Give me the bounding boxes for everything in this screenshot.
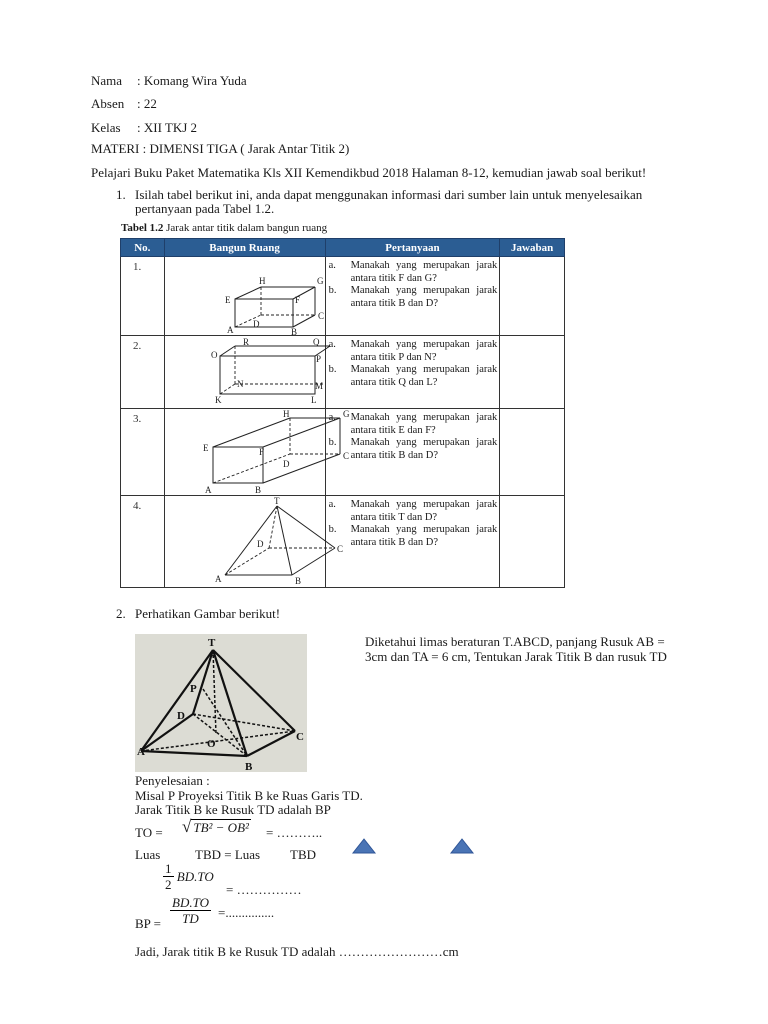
nama-value: : Komang Wira Yuda: [137, 73, 247, 88]
question-letter: b.: [328, 437, 337, 448]
row-number: 3.: [121, 409, 165, 496]
bp-fraction-body: [170, 895, 211, 927]
bp-label: BP =: [135, 916, 161, 931]
q1-number: 1.: [116, 187, 126, 202]
bp-blank: =...............: [218, 905, 275, 920]
vertex-label: B: [290, 327, 297, 337]
half-denominator: 2: [165, 877, 172, 892]
half-fraction: [163, 861, 174, 893]
half-blank: = ……………: [226, 882, 302, 897]
question-text: Manakah yang merupakan jarak antara titik T dan D?: [350, 499, 498, 523]
kelas-label: Kelas: [91, 120, 121, 135]
table-header-row: [121, 239, 565, 257]
nama-row: [91, 73, 247, 89]
q1-text-line2: pertanyaan pada Tabel 1.2.: [135, 201, 275, 216]
to-formula: [182, 817, 251, 837]
vertex-label: M: [314, 381, 323, 391]
header-jawaban: Jawaban: [500, 239, 565, 257]
q2-desc-line1: Diketahui limas beraturan T.ABCD, panjang Rusuk AB =: [365, 634, 665, 649]
table-row: [121, 257, 565, 336]
question-a: [329, 260, 498, 285]
question-b: [329, 364, 498, 389]
question-a: [329, 499, 498, 524]
answer-cell[interactable]: [500, 409, 565, 496]
question-text: Manakah yang merupakan jarak antara titik P dan N?: [350, 339, 498, 363]
kelas-value: : XII TKJ 2: [137, 120, 198, 135]
vertex-label: K: [214, 395, 222, 405]
vertex-label: C: [336, 544, 343, 554]
row-number: 1.: [121, 257, 165, 336]
photo-vertex-label: A: [137, 746, 145, 758]
solution-line2: Jarak Titik B ke Rusuk TD adalah BP: [135, 802, 331, 817]
table-caption-rest: Jarak antar titik dalam bangun ruang: [163, 222, 328, 234]
table-row: [121, 496, 565, 588]
bp-numerator: BD.TO: [172, 895, 209, 910]
sqrt-symbol: √: [182, 817, 192, 836]
vertex-label: E: [224, 295, 231, 305]
shape-pyramid-figure: [164, 496, 343, 588]
question-b: [329, 524, 498, 549]
questions-cell: [325, 257, 500, 336]
question-letter: b.: [328, 285, 337, 296]
q2-desc-line2: 3cm dan TA = 6 cm, Tentukan Jarak Titik B dan rusuk TD: [365, 649, 667, 664]
solution-heading: Penyelesaian :: [135, 773, 210, 788]
solution-line1: Misal P Proyeksi Titik B ke Ruas Garis TD.: [135, 788, 363, 803]
question-b: [329, 437, 498, 462]
shape-cuboid-figure: [164, 336, 325, 409]
q2-number: 2.: [116, 606, 126, 621]
question-letter: a.: [328, 339, 336, 350]
question-letter: b.: [328, 524, 337, 535]
table-row: [121, 409, 565, 496]
triangle-shape-icon: [450, 838, 474, 859]
vertex-label: A: [226, 325, 234, 335]
question-text: Manakah yang merupakan jarak antara titik Q dan L?: [350, 364, 498, 388]
materi-title: MATERI : DIMENSI TIGA ( Jarak Antar Titik 2): [91, 141, 350, 156]
question-text: Manakah yang merupakan jarak antara titik B dan D?: [350, 437, 498, 461]
vertex-label: F: [294, 295, 300, 305]
distance-table: [120, 238, 565, 588]
answer-cell[interactable]: [500, 336, 565, 409]
q2-text: Perhatikan Gambar berikut!: [135, 606, 281, 621]
vertex-label: L: [310, 395, 317, 405]
to-label: TO =: [135, 825, 163, 840]
absen-value: : 22: [137, 96, 157, 111]
question-text: Manakah yang merupakan jarak antara titik B dan D?: [350, 285, 498, 309]
questions-cell: [325, 496, 500, 588]
absen-label: Absen: [91, 96, 125, 111]
shape-cube-figure: [164, 257, 325, 336]
vertex-label: O: [210, 350, 218, 360]
vertex-label: D: [282, 459, 290, 469]
half-numerator: 1: [165, 861, 172, 876]
vertex-label: A: [214, 574, 222, 584]
to-blank: = ………..: [266, 825, 323, 840]
vertex-label: G: [316, 276, 324, 286]
header-pertanyaan: Pertanyaan: [325, 239, 500, 257]
header-bangun-ruang: Bangun Ruang: [164, 239, 325, 257]
vertex-label: D: [252, 319, 260, 329]
answer-cell[interactable]: [500, 257, 565, 336]
half-formula: [163, 861, 214, 893]
shape-prism-figure: [164, 409, 350, 496]
luas-end: TBD: [290, 847, 316, 862]
vertex-label: H: [258, 276, 266, 286]
photo-vertex-label: B: [245, 761, 253, 773]
vertex-label: B: [294, 576, 301, 586]
pyramid-photo: [135, 634, 307, 772]
triangle-shape-icon: [352, 838, 376, 859]
vertex-label: H: [282, 409, 290, 419]
vertex-label: N: [236, 379, 244, 389]
table-caption: [121, 222, 327, 234]
vertex-label: R: [242, 337, 249, 347]
question-a: [329, 412, 498, 437]
question-letter: a.: [328, 260, 336, 271]
row-number: 4.: [121, 496, 165, 588]
table-caption-bold: Tabel 1.2: [121, 222, 164, 234]
vertex-label: P: [315, 354, 321, 364]
kelas-row: [91, 120, 197, 136]
question-letter: b.: [328, 364, 337, 375]
nama-label: Nama: [91, 73, 123, 88]
luas-mid: TBD = Luas: [195, 847, 261, 862]
row-number: 2.: [121, 336, 165, 409]
photo-vertex-label: P: [190, 683, 197, 695]
vertex-label: C: [342, 451, 349, 461]
vertex-label: A: [204, 485, 212, 495]
questions-cell: [325, 336, 500, 409]
vertex-label: G: [342, 409, 350, 419]
bp-denominator: TD: [182, 911, 199, 926]
absen-row: [91, 96, 157, 112]
instruction-text: Pelajari Buku Paket Matematika Kls XII Kemendikbud 2018 Halaman 8-12, kemudian jawab soal berikut!: [91, 165, 647, 180]
questions-cell: [325, 409, 500, 496]
question-text: Manakah yang merupakan jarak antara titik E dan F?: [350, 412, 498, 436]
bp-fraction: [170, 895, 211, 927]
question-text: Manakah yang merupakan jarak antara titik B dan D?: [350, 524, 498, 548]
photo-vertex-label: C: [296, 731, 304, 743]
half-expression: BD.TO: [176, 869, 214, 884]
photo-vertex-label: O: [207, 738, 216, 750]
q1-text-line1: Isilah tabel berikut ini, anda dapat menggunakan informasi dari sumber lain untuk menyelesaikan: [135, 187, 643, 202]
answer-cell[interactable]: [500, 496, 565, 588]
conclusion-text: Jadi, Jarak titik B ke Rusuk TD adalah ……………………cm: [135, 944, 459, 959]
question-letter: a.: [328, 499, 336, 510]
vertex-label: C: [317, 311, 324, 321]
vertex-label: B: [254, 485, 261, 495]
question-a: [329, 339, 498, 364]
vertex-label: D: [256, 539, 264, 549]
photo-vertex-label: D: [177, 710, 185, 722]
question-b: [329, 285, 498, 310]
vertex-label: F: [258, 447, 264, 457]
sqrt-radicand: TB² − OB²: [193, 820, 249, 835]
question-letter: a.: [328, 412, 336, 423]
luas-label: Luas: [135, 847, 161, 862]
question-text: Manakah yang merupakan jarak antara titik F dan G?: [350, 260, 498, 284]
vertex-label: E: [202, 443, 209, 453]
photo-vertex-label: T: [208, 637, 216, 649]
vertex-label: Q: [312, 337, 320, 347]
vertex-label: T: [273, 496, 280, 506]
header-no: No.: [121, 239, 165, 257]
table-row: [121, 336, 565, 409]
